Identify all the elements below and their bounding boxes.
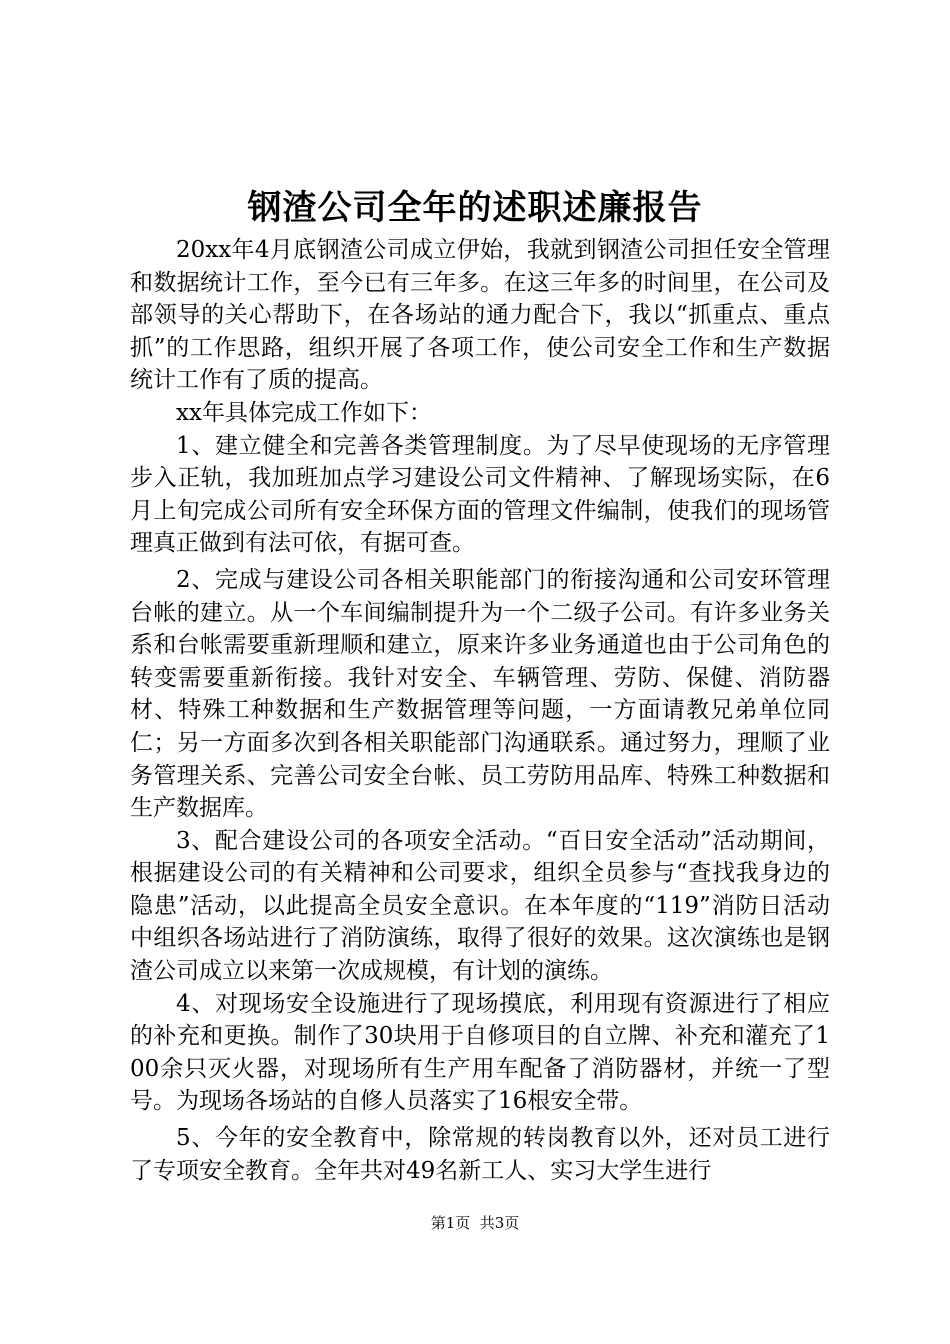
paragraph-summary-heading: xx年具体完成工作如下： — [176, 399, 432, 426]
paragraph-item-5: 5、今年的安全教育中，除常规的转岗教育以外，还对员工进行了专项安全教育。全年共对49名新工人、实习大学生进行 — [130, 1125, 830, 1184]
paragraph-item-2: 2、完成与建设公司各相关职能部门的衔接沟通和公司安环管理台帐的建立。从一个车间编制提升为一个二级子公司。有许多业务关系和台帐需要重新理顺和建立，原来许多业务通道也由于公司角色的转变需要重新衔接。我针对安全、车辆管理、劳防、保健、消防器材、特殊工种数据和生产数据管理等问题，一方面请教兄弟单位同仁；另一方面多次到各相关职能部门沟通联系。通过努力，理顺了业务管理关系、完善公司安全台帐、员工劳防用品库、特殊工种数据和生产数据库。 — [130, 566, 830, 822]
paragraph-intro: 20xx年4月底钢渣公司成立伊始，我就到钢渣公司担任安全管理和数据统计工作，至今已有三年多。在这三年多的时间里，在公司及部领导的关心帮助下，在各场站的通力配合下，我以“抓重点、重点抓”的工作思路，组织开展了各项工作，使公司安全工作和生产数据统计工作有了质的提高。 — [130, 237, 830, 394]
page-footer — [0, 1213, 950, 1233]
page-number: 第1页 共3页 — [430, 1214, 520, 1232]
paragraph-item-4: 4、对现场安全设施进行了现场摸底，利用现有资源进行了相应的补充和更换。制作了30块用于自修项目的自立牌、补充和灌充了100余只灭火器，对现场所有生产用车配备了消防器材，并统一了型号。为现场各场站的自修人员落实了16根安全带。 — [130, 990, 830, 1115]
document-body — [130, 234, 830, 1187]
document-title: 钢渣公司全年的述职述廉报告 — [247, 188, 703, 228]
paragraph-item-1: 1、建立健全和完善各类管理制度。为了尽早使现场的无序管理步入正轨，我加班加点学习建设公司文件精神、了解现场实际，在6月上旬完成公司所有安全环保方面的管理文件编制，使我们的现场管理真正做到有法可依，有据可查。 — [130, 432, 830, 557]
paragraph-item-3: 3、配合建设公司的各项安全活动。“百日安全活动”活动期间，根据建设公司的有关精神和公司要求，组织全员参与“查找我身边的隐患”活动，以此提高全员安全意识。在本年度的“119”消防日活动中组织各场站进行了消防演练，取得了很好的效果。这次演练也是钢渣公司成立以来第一次成规模，有计划的演练。 — [130, 827, 830, 985]
